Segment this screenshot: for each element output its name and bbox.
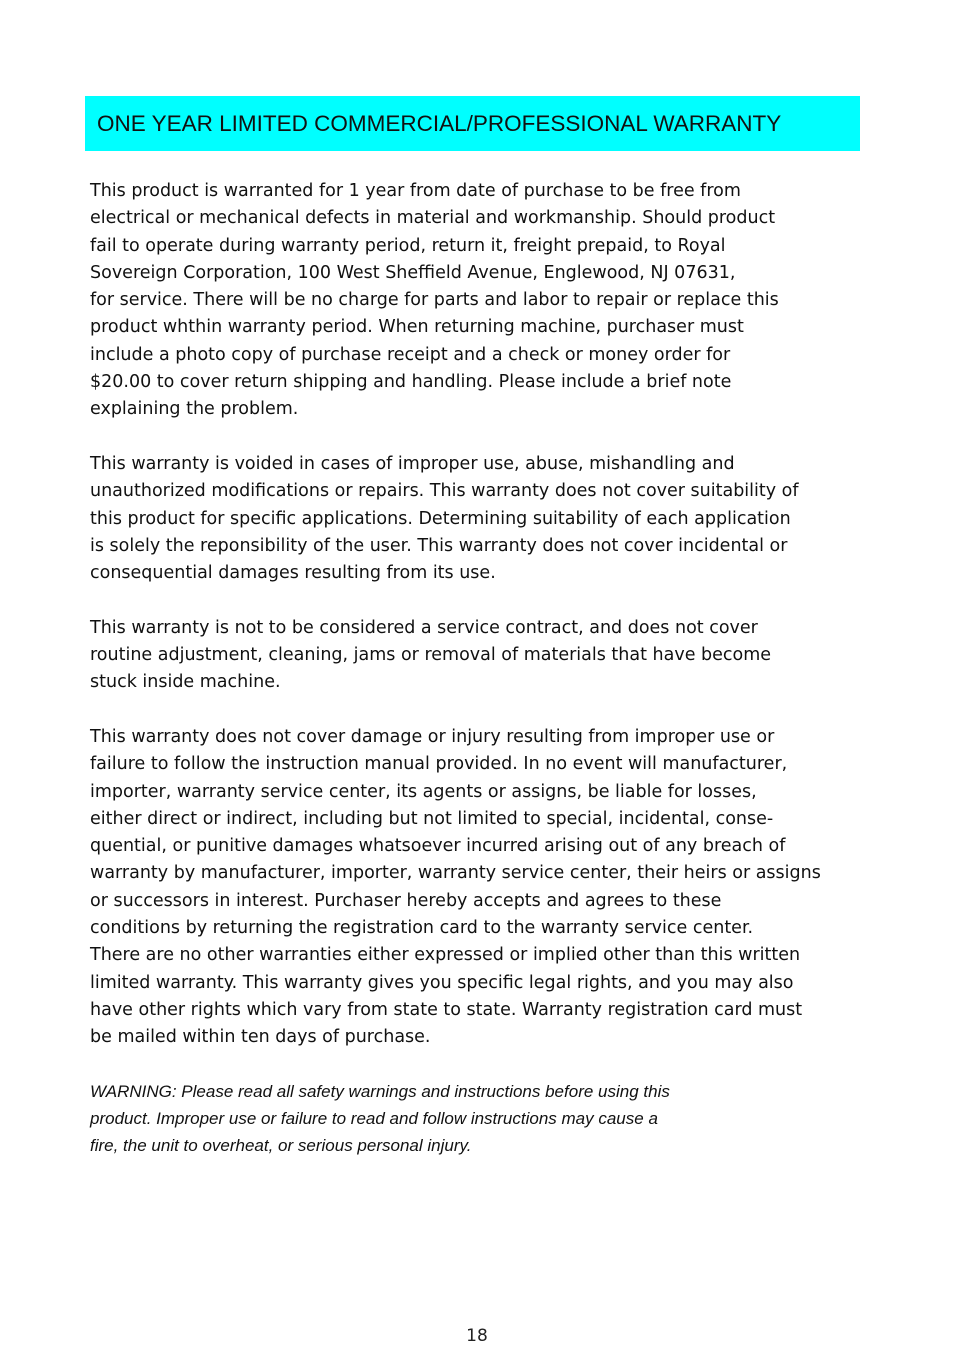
text-line: electrical or mechanical defects in material and workmanship. Should product: [90, 208, 776, 229]
text-line: There are no other warranties either expressed or implied other than this written: [90, 945, 801, 966]
text-line: be mailed within ten days of purchase.: [90, 1027, 431, 1048]
text-line: product whthin warranty period. When returning machine, purchaser must: [90, 317, 744, 338]
warning-line: WARNING: Please read all safety warnings and instructions before using this: [90, 1082, 670, 1101]
text-line: warranty by manufacturer, importer, warranty service center, their heirs or assigns: [90, 863, 821, 884]
text-line: Sovereign Corporation, 100 West Sheffield Avenue, Englewood, NJ 07631,: [90, 262, 736, 283]
text-line: This warranty is not to be considered a service contract, and does not cover: [90, 617, 758, 638]
text-line: stuck inside machine.: [90, 672, 281, 693]
page-number: 18: [466, 1326, 488, 1346]
text-line: $20.00 to cover return shipping and handling. Please include a brief note: [90, 372, 732, 393]
text-line: This warranty does not cover damage or injury resulting from improper use or: [90, 726, 775, 747]
safety-warning: [90, 1078, 790, 1160]
paragraph-liability: [90, 724, 880, 1052]
text-line: for service. There will be no charge for parts and labor to repair or replace this: [90, 290, 779, 311]
text-line: explaining the problem.: [90, 399, 299, 420]
text-line: have other rights which vary from state to state. Warranty registration card must: [90, 999, 803, 1020]
warranty-title-bar: [85, 96, 860, 151]
paragraph-service-contract: [90, 615, 880, 697]
text-line: consequential damages resulting from its use.: [90, 563, 496, 584]
text-line: failure to follow the instruction manual provided. In no event will manufacturer,: [90, 754, 788, 775]
warranty-body: [90, 178, 880, 1079]
text-line: This product is warranted for 1 year from date of purchase to be free from: [90, 181, 741, 201]
text-line: include a photo copy of purchase receipt and a check or money order for: [90, 344, 731, 365]
warning-line: fire, the unit to overheat, or serious personal injury.: [90, 1136, 472, 1156]
text-line: either direct or indirect, including but not limited to special, incidental, conse-: [90, 808, 774, 829]
text-line: importer, warranty service center, its agents or assigns, be liable for losses,: [90, 781, 757, 802]
text-line: quential, or punitive damages whatsoever incurred arising out of any breach of: [90, 836, 786, 857]
text-line: unauthorized modifications or repairs. This warranty does not cover suitability of: [90, 481, 799, 502]
paragraph-voided: [90, 451, 880, 587]
text-line: This warranty is voided in cases of improper use, abuse, mishandling and: [90, 453, 735, 474]
text-line: this product for specific applications. Determining suitability of each application: [90, 508, 791, 529]
paragraph-coverage: [90, 178, 880, 424]
text-line: or successors in interest. Purchaser hereby accepts and agrees to these: [90, 890, 722, 911]
text-line: fail to operate during warranty period, return it, freight prepaid, to Royal: [90, 235, 726, 256]
text-line: conditions by returning the registration card to the warranty service center.: [90, 918, 754, 939]
text-line: is solely the reponsibility of the user. This warranty does not cover incidental or: [90, 535, 788, 556]
text-line: routine adjustment, cleaning, jams or removal of materials that have become: [90, 645, 772, 666]
warning-line: product. Improper use or failure to read and follow instructions may cause a: [90, 1109, 658, 1129]
text-line: limited warranty. This warranty gives you specific legal rights, and you may also: [90, 972, 794, 993]
page-title: ONE YEAR LIMITED COMMERCIAL/PROFESSIONAL WARRANTY: [97, 110, 782, 136]
